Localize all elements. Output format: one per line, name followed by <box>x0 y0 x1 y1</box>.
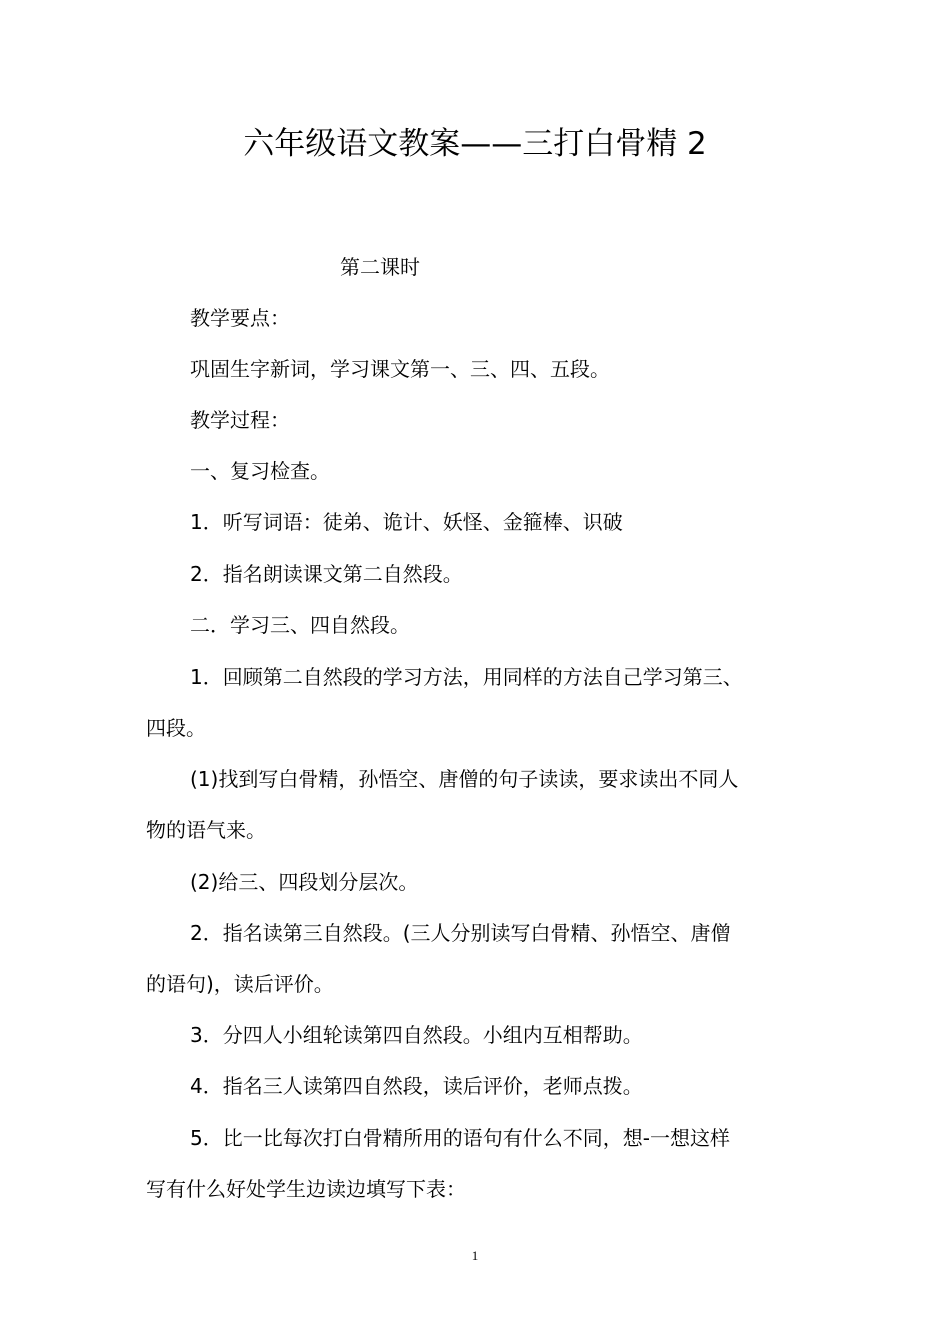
paragraph-line: 的语句)，读后评价。 <box>146 972 334 996</box>
paragraph-line: 写有什么好处学生边读边填写下表： <box>146 1177 466 1201</box>
paragraph-line: 4．指名三人读第四自然段，读后评价，老师点拨。 <box>190 1074 643 1098</box>
paragraph-line: 教学过程： <box>190 408 290 432</box>
paragraph-line: (1)找到写白骨精，孙悟空、唐僧的句子读读，要求读出不同人 <box>190 767 739 791</box>
paragraph-line: 5．比一比每次打白骨精所用的语句有什么不同，想-一想这样 <box>190 1126 730 1150</box>
document-title: 六年级语文教案——三打白骨精 2 <box>243 126 707 162</box>
page-number: 1 <box>471 1248 479 1263</box>
paragraph-line: 二．学习三、四自然段。 <box>190 613 410 637</box>
paragraph-line: 四段。 <box>146 716 206 740</box>
paragraph-line: 2．指名读第三自然段。(三人分别读写白骨精、孙悟空、唐僧 <box>190 921 731 945</box>
lesson-subtitle: 第二课时 <box>340 255 420 279</box>
paragraph-line: 1．回顾第二自然段的学习方法，用同样的方法自己学习第三、 <box>190 665 743 689</box>
paragraph-line: (2)给三、四段划分层次。 <box>190 870 419 894</box>
paragraph-line: 3．分四人小组轮读第四自然段。小组内互相帮助。 <box>190 1023 643 1047</box>
paragraph-line: 1．听写词语：徒弟、诡计、妖怪、金箍棒、识破 <box>190 510 623 534</box>
paragraph-line: 巩固生字新词，学习课文第一、三、四、五段。 <box>190 357 610 381</box>
paragraph-line: 教学要点： <box>190 306 290 330</box>
paragraph-line: 物的语气来。 <box>146 818 266 842</box>
paragraph-line: 一、复习检查。 <box>190 459 330 483</box>
paragraph-line: 2．指名朗读课文第二自然段。 <box>190 562 463 586</box>
